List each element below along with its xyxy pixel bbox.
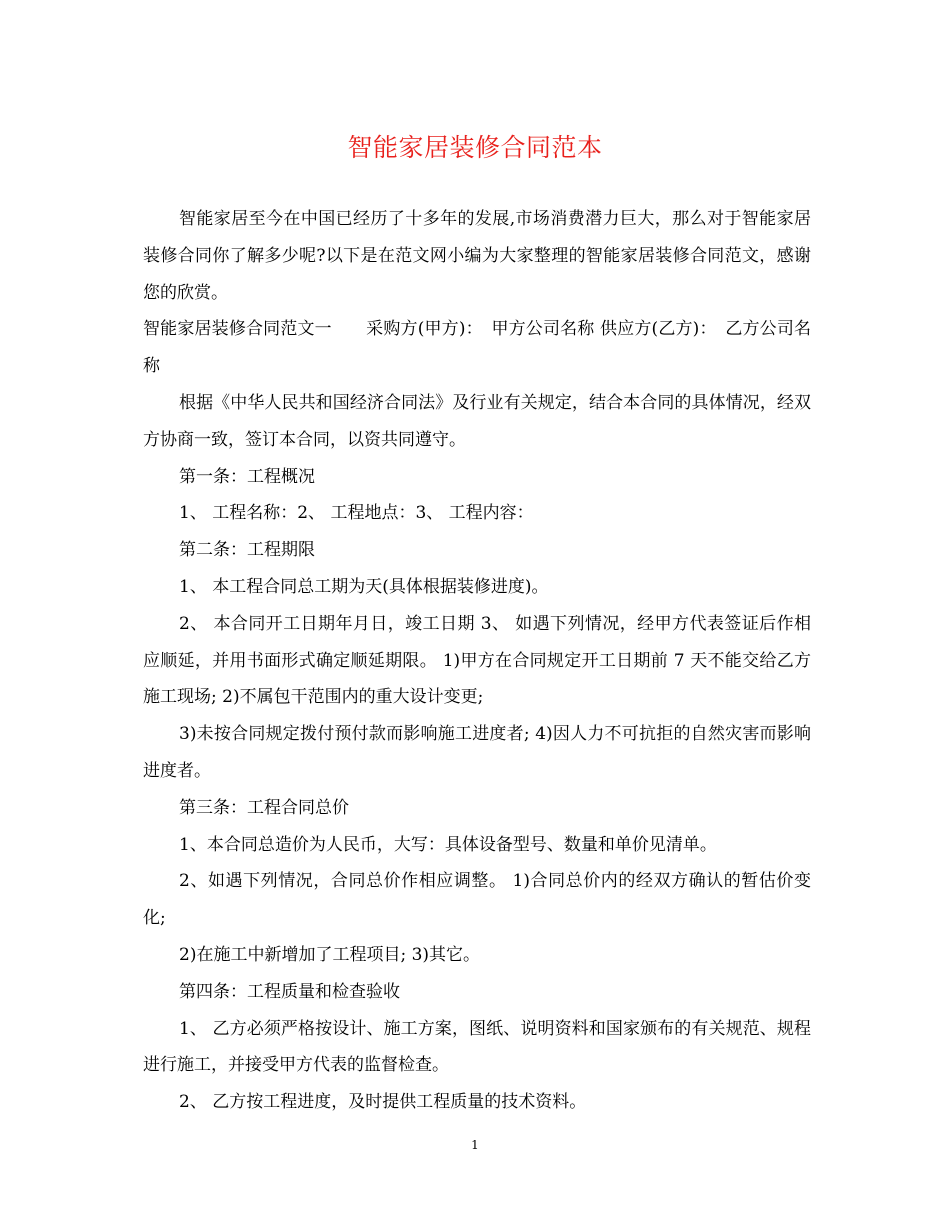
document-title: 智能家居装修合同范本 bbox=[347, 133, 603, 162]
article-3-item-3: 2)在施工中新增加了工程项目; 3)其它。 bbox=[179, 944, 481, 965]
article-3-item-2: 2、如遇下列情况，合同总价作相应调整。 1)合同总价内的经双方确认的暂估价变化; bbox=[143, 871, 811, 929]
article-2-item-2: 2、 本合同开工日期年月日，竣工日期 3、 如遇下列情况，经甲方代表签证后作相应顺延，并用书面形式确定顺延期限。 1)甲方在合同规定开工日期前 7 天不能交给乙方施工现场; 2)不属包干范围内的重大设计变更; bbox=[143, 613, 811, 708]
article-1-heading: 第一条：工程概况 bbox=[179, 466, 315, 487]
article-1-item: 1、 工程名称：2、 工程地点：3、 工程内容： bbox=[179, 503, 534, 524]
article-2-heading: 第二条：工程期限 bbox=[179, 540, 315, 561]
legal-basis-paragraph: 根据《中华人民共和国经济合同法》及行业有关规定，结合本合同的具体情况，经双方协商一致，签订本合同，以资共同遵守。 bbox=[143, 392, 811, 450]
article-2-item-3: 3)未按合同规定拨付预付款而影响施工进度者; 4)因人力不可抗拒的自然灾害而影响进度者。 bbox=[143, 724, 811, 781]
intro-paragraph: 智能家居至今在中国已经历了十多年的发展,市场消费潜力巨大，那么对于智能家居装修合同你了解多少呢?以下是在范文网小编为大家整理的智能家居装修合同范文，感谢您的欣赏。 bbox=[143, 209, 811, 303]
article-4-item-1: 1、 乙方必须严格按设计、施工方案，图纸、说明资料和国家颁布的有关规范、规程进行施工，并接受甲方代表的监督检查。 bbox=[143, 1018, 811, 1076]
document-body bbox=[143, 201, 811, 1121]
article-4-heading: 第四条：工程质量和检查验收 bbox=[179, 981, 400, 1002]
article-3-item-1: 1、本合同总造价为人民币，大写：具体设备型号、数量和单价见清单。 bbox=[179, 834, 717, 855]
article-3-heading: 第三条：工程合同总价 bbox=[179, 797, 349, 818]
contract-parties-paragraph: 智能家居装修合同范文一 采购方(甲方)： 甲方公司名称 供应方(乙方)： 乙方公司名称 bbox=[143, 319, 811, 377]
article-2-item-1: 1、 本工程合同总工期为天(具体根据装修进度)。 bbox=[179, 576, 549, 597]
page-number: 1 bbox=[471, 1138, 479, 1152]
article-4-item-2: 2、 乙方按工程进度，及时提供工程质量的技术资料。 bbox=[179, 1092, 587, 1113]
